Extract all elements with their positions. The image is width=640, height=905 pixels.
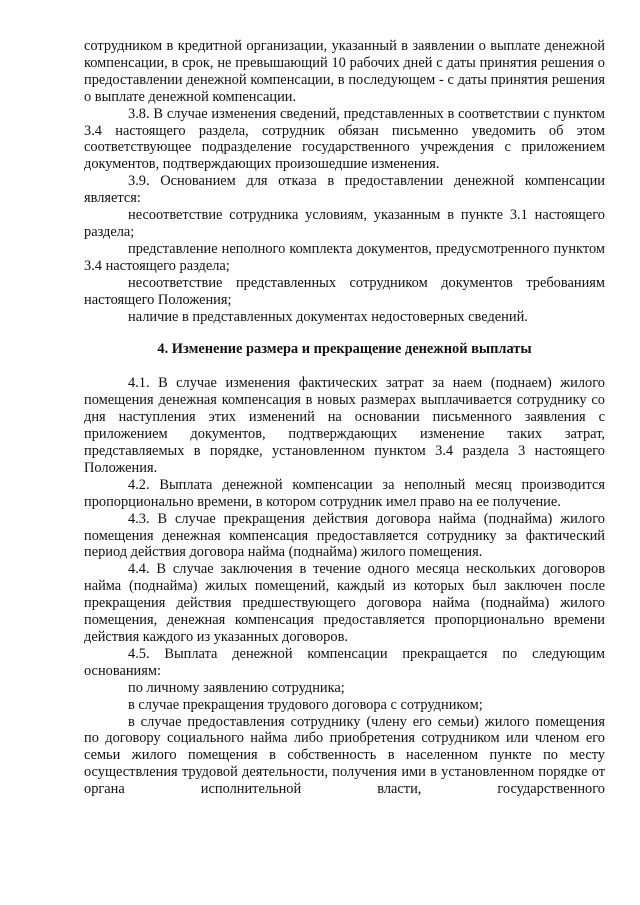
refusal-reason-item: представление неполного комплекта документов, предусмотренного пунктом 3.4 настоящего раздела;	[84, 240, 605, 274]
paragraph-4-1: 4.1. В случае изменения фактических затрат за наем (поднаем) жилого помещения денежная компенсация в новых размерах выплачивается сотруднику со дня наступления этих изменений на основании письменного заявления с приложением документов, подтверждающих изменение таких затрат, представляемых в порядке, установленном пунктом 3.4 раздела 3 настоящего Положения.	[84, 375, 605, 476]
paragraph-4-3: 4.3. В случае прекращения действия договора найма (поднайма) жилого помещения денежная компенсация предоставляется сотруднику за фактический период действия договора найма (поднайма) жилого помещения.	[84, 510, 605, 561]
paragraph-4-2: 4.2. Выплата денежной компенсации за неполный месяц производится пропорционально времени, в котором сотрудник имел право на ее получение.	[84, 476, 605, 510]
document-page	[84, 38, 605, 798]
refusal-reason-item: несоответствие сотрудника условиям, указанным в пункте 3.1 настоящего раздела;	[84, 207, 605, 240]
section-4-heading: 4. Изменение размера и прекращение денежной выплаты	[157, 341, 532, 358]
refusal-reason-item: несоответствие представленных сотрудником документов требованиям настоящего Положения;	[84, 274, 605, 308]
termination-ground-item: в случае прекращения трудового договора с сотрудником;	[128, 696, 483, 713]
paragraph-3-9: 3.9. Основанием для отказа в предоставлении денежной компенсации является:	[84, 173, 605, 207]
termination-ground-item: по личному заявлению сотрудника;	[128, 679, 345, 696]
paragraph-4-4: 4.4. В случае заключения в течение одного месяца нескольких договоров найма (поднайма) жилых помещений, каждый из которых был заключен после прекращения действия предшествующего договора найма (поднайма) жилого помещения, денежная компенсация предоставляется пропорционально времени действия каждого из указанных договоров.	[84, 561, 605, 645]
paragraph-3-7-continuation: сотрудником в кредитной организации, указанный в заявлении о выплате денежной компенсации, в срок, не превышающий 10 рабочих дней с даты принятия решения о предоставлении денежной компенсации, в последующем - с даты принятия решения о выплате денежной компенсации.	[84, 38, 605, 105]
refusal-reason-item: наличие в представленных документах недостоверных сведений.	[128, 308, 528, 325]
paragraph-3-8: 3.8. В случае изменения сведений, представленных в соответствии с пунктом 3.4 настоящего раздела, сотрудник обязан письменно уведомить об этом соответствующее подразделение государственного учреждения с приложением документов, подтверждающих произошедшие изменения.	[84, 105, 605, 173]
termination-ground-item: в случае предоставления сотруднику (члену его семьи) жилого помещения по договору социального найма либо приобретения сотрудником или членом его семьи жилого помещения в собственность в населенном пункте по месту осуществления трудовой деятельности, получения ими в установленном порядке от органа исполнительной власти, государственного	[84, 713, 605, 798]
paragraph-4-5: 4.5. Выплата денежной компенсации прекращается по следующим основаниям:	[84, 645, 605, 679]
